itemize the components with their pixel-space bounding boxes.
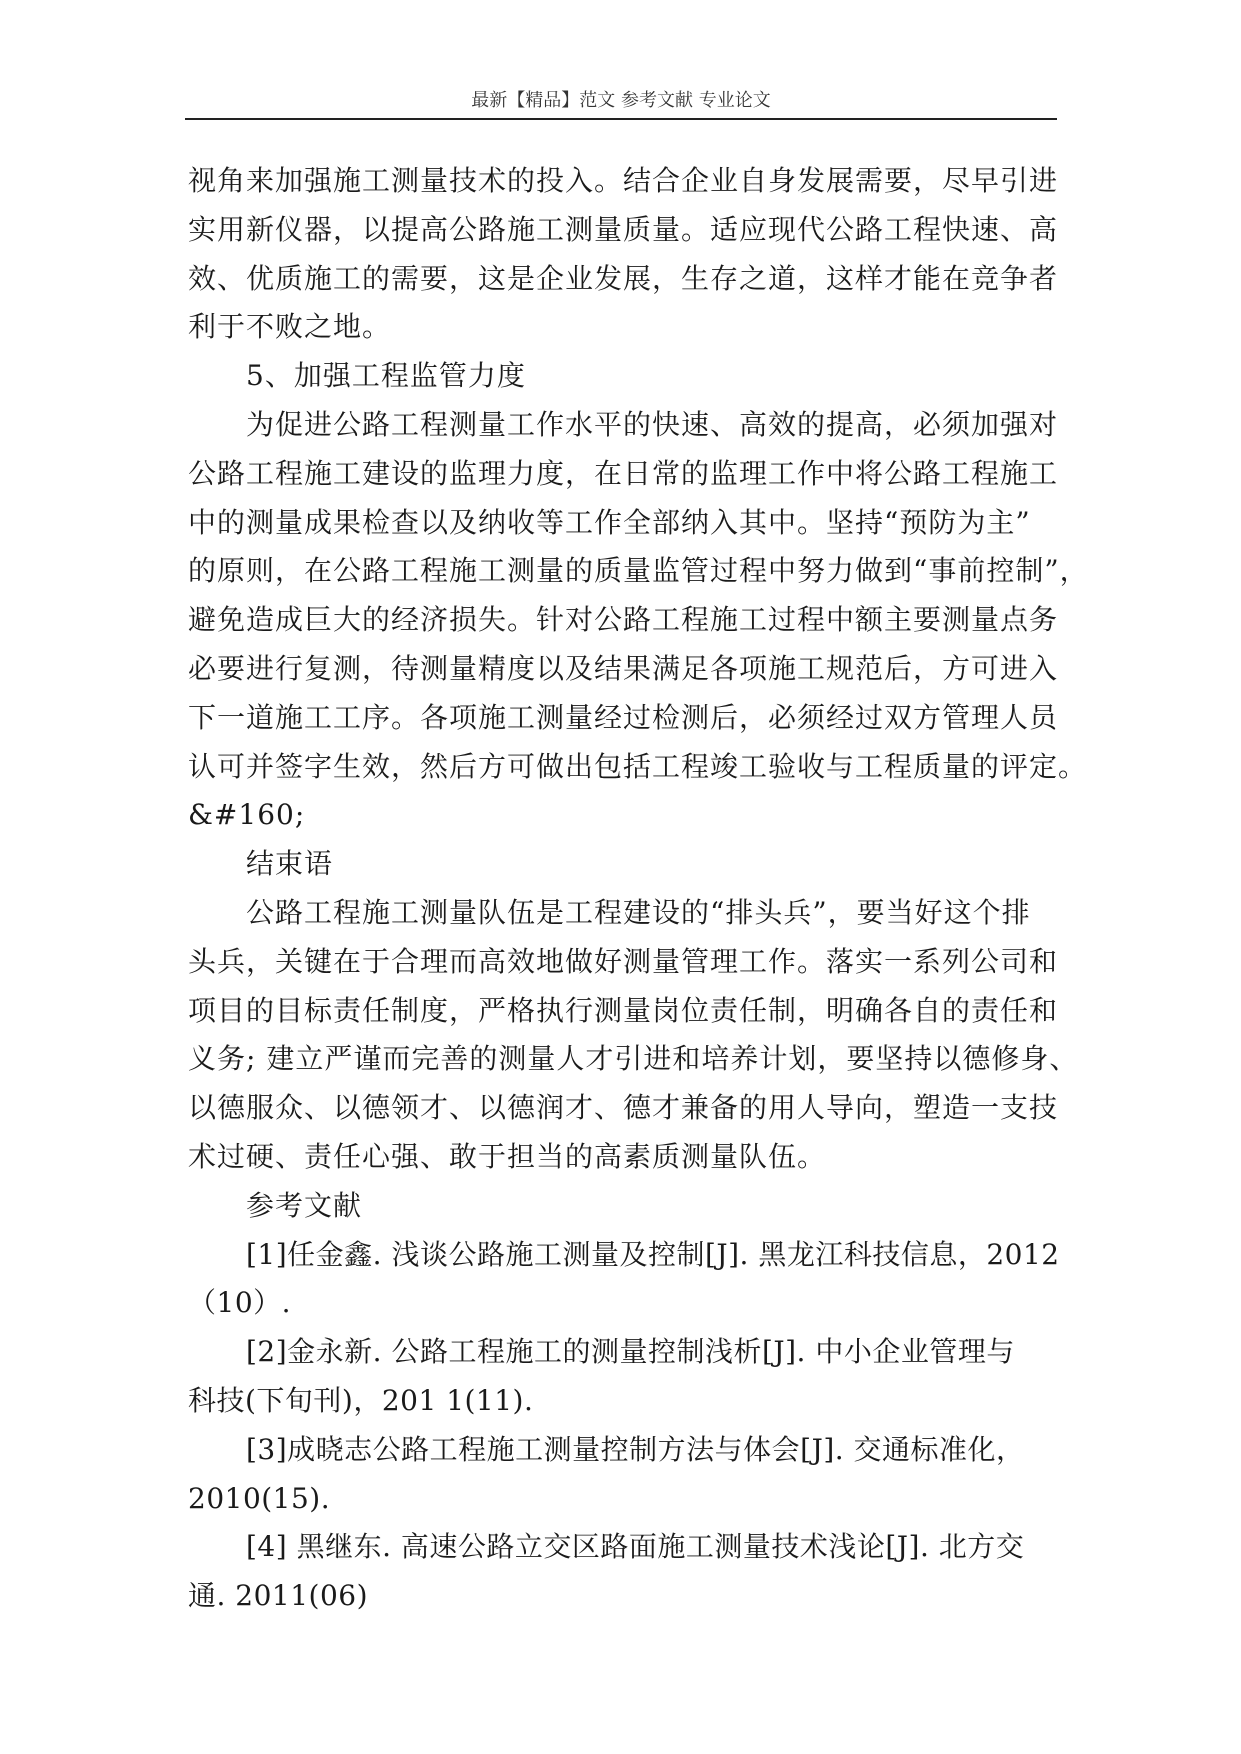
paragraph-line: 公路工程施工测量队伍是工程建设的“排头兵”，要当好这个排	[246, 895, 1031, 929]
paragraph-line: 义务; 建立严谨而完善的测量人才引进和培养计划，要坚持以德修身、	[188, 1042, 1079, 1076]
paragraph-line: 项目的目标责任制度，严格执行测量岗位责任制，明确各自的责任和	[188, 993, 1059, 1027]
reference-item: 2010(15).	[188, 1481, 331, 1515]
entity-text: &#160;	[188, 798, 306, 832]
paragraph-line: 视角来加强施工测量技术的投入。结合企业自身发展需要，尽早引进	[188, 164, 1059, 197]
reference-item: 通. 2011(06)	[188, 1579, 369, 1613]
paragraph-line: 避免造成巨大的经济损失。针对公路工程施工过程中额主要测量点务	[188, 603, 1059, 637]
paragraph-line: 以德服众、以德领才、以德润才、德才兼备的用人导向，塑造一支技	[188, 1091, 1059, 1125]
reference-item: （10）.	[188, 1286, 292, 1320]
paragraph-line: 利于不败之地。	[188, 310, 392, 344]
paragraph-line: 头兵，关键在于合理而高效地做好测量管理工作。落实一系列公司和	[188, 944, 1059, 978]
document-body	[188, 157, 1089, 1621]
paragraph-line: 公路工程施工建设的监理力度，在日常的监理工作中将公路工程施工	[188, 456, 1059, 490]
reference-item: [4] 黑继东. 高速公路立交区路面施工测量技术浅论[J]. 北方交	[246, 1530, 1025, 1564]
paragraph-line: 必要进行复测，待测量精度以及结果满足各项施工规范后，方可进入	[188, 651, 1059, 685]
paragraph-line: 术过硬、责任心强、敢于担当的高素质测量队伍。	[188, 1139, 827, 1173]
paragraph-line: 实用新仪器，以提高公路施工测量质量。适应现代公路工程快速、高	[188, 212, 1059, 246]
references-heading: 参考文献	[246, 1188, 363, 1222]
reference-item: [2]金永新. 公路工程施工的测量控制浅析[J]. 中小企业管理与	[246, 1335, 1015, 1369]
paragraph-line: 认可并签字生效，然后方可做出包括工程竣工验收与工程质量的评定。	[188, 749, 1088, 783]
paragraph-line: 为促进公路工程测量工作水平的快速、高效的提高，必须加强对	[246, 407, 1059, 441]
reference-item: [1]任金鑫. 浅谈公路施工测量及控制[J]. 黑龙江科技信息，2012	[246, 1237, 1060, 1271]
reference-item: [3]成晓志公路工程施工测量控制方法与体会[J]. 交通标准化，	[246, 1432, 1025, 1466]
page-header: 最新【精品】范文 参考文献 专业论文	[185, 84, 1057, 120]
reference-item: 科技(下旬刊)，201 1(11).	[188, 1383, 534, 1417]
section-heading: 结束语	[246, 847, 334, 881]
paragraph-line: 下一道施工工序。各项施工测量经过检测后，必须经过双方管理人员	[188, 700, 1059, 734]
paragraph-line: 中的测量成果检查以及纳收等工作全部纳入其中。坚持“预防为主”	[188, 505, 1031, 539]
paragraph-line: 的原则，在公路工程施工测量的质量监管过程中努力做到“事前控制”，	[188, 554, 1089, 588]
paragraph-line: 效、优质施工的需要，这是企业发展，生存之道，这样才能在竞争者	[188, 261, 1059, 295]
section-heading: 5、加强工程监管力度	[246, 359, 526, 393]
